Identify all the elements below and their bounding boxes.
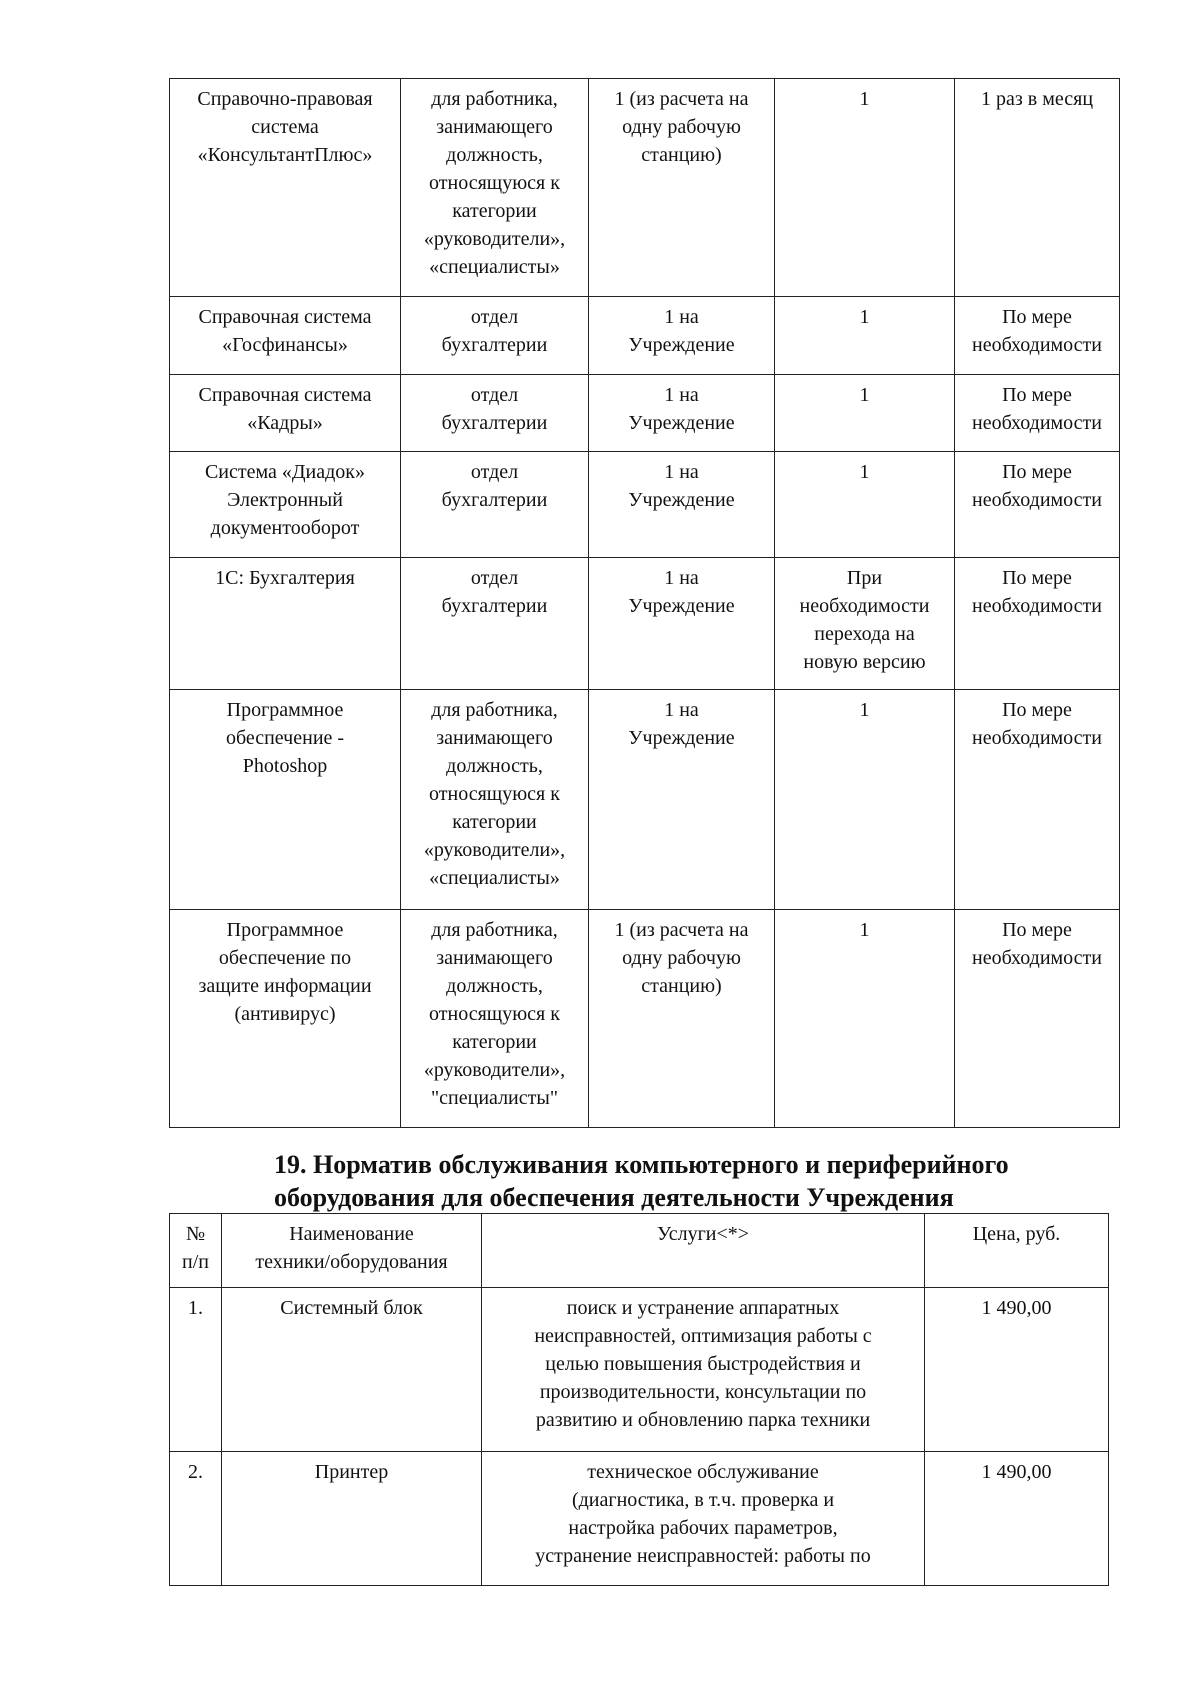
table-row <box>170 79 1120 297</box>
software-name-cell: Программное обеспечение по защите информации (антивирус) <box>170 910 401 1128</box>
quantity-cell: 1 (из расчета на одну рабочую станцию) <box>589 910 775 1128</box>
header-price: Цена, руб. <box>925 1214 1109 1288</box>
count-cell: При необходимости перехода на новую версию <box>775 558 955 690</box>
services-cell: техническое обслуживание (диагностика, в т.ч. проверка и настройка рабочих параметров, устранение неисправностей: работы по <box>482 1452 925 1586</box>
header-equipment: Наименование техники/оборудования <box>222 1214 482 1288</box>
service-table <box>169 1213 1109 1586</box>
period-cell: По мере необходимости <box>955 558 1120 690</box>
period-cell: По мере необходимости <box>955 910 1120 1128</box>
user-category-cell: для работника, занимающего должность, относящуюся к категории «руководители», «специалисты» <box>401 79 589 297</box>
count-cell: 1 <box>775 452 955 558</box>
user-category-cell: отдел бухгалтерии <box>401 375 589 452</box>
row-num: 2. <box>170 1452 222 1586</box>
user-category-cell: для работника, занимающего должность, относящуюся к категории «руководители», "специалисты" <box>401 910 589 1128</box>
period-cell: По мере необходимости <box>955 297 1120 375</box>
quantity-cell: 1 на Учреждение <box>589 452 775 558</box>
software-table <box>169 78 1120 1128</box>
header-num: № п/п <box>170 1214 222 1288</box>
software-name-cell: Справочная система «Кадры» <box>170 375 401 452</box>
price-cell: 1 490,00 <box>925 1452 1109 1586</box>
quantity-cell: 1 на Учреждение <box>589 558 775 690</box>
software-name-cell: Справочно-правовая система «КонсультантПлюс» <box>170 79 401 297</box>
count-cell: 1 <box>775 910 955 1128</box>
services-cell: поиск и устранение аппаратных неисправностей, оптимизация работы с целью повышения быстродействия и производительности, консультации по развитию и обновлению парка техники <box>482 1288 925 1452</box>
row-num: 1. <box>170 1288 222 1452</box>
user-category-cell: отдел бухгалтерии <box>401 297 589 375</box>
table-row <box>170 690 1120 910</box>
price-cell: 1 490,00 <box>925 1288 1109 1452</box>
table-row <box>170 910 1120 1128</box>
count-cell: 1 <box>775 375 955 452</box>
user-category-cell: для работника, занимающего должность, относящуюся к категории «руководители», «специалисты» <box>401 690 589 910</box>
user-category-cell: отдел бухгалтерии <box>401 452 589 558</box>
count-cell: 1 <box>775 690 955 910</box>
period-cell: По мере необходимости <box>955 690 1120 910</box>
software-name-cell: Программное обеспечение - Photoshop <box>170 690 401 910</box>
quantity-cell: 1 на Учреждение <box>589 375 775 452</box>
table-row <box>170 375 1120 452</box>
software-name-cell: Система «Диадок» Электронный документооборот <box>170 452 401 558</box>
section-heading <box>274 1148 1154 1214</box>
table-header-row <box>170 1214 1109 1288</box>
quantity-cell: 1 (из расчета на одну рабочую станцию) <box>589 79 775 297</box>
equipment-cell: Принтер <box>222 1452 482 1586</box>
period-cell: По мере необходимости <box>955 375 1120 452</box>
section-heading-line-1: 19. Норматив обслуживания компьютерного и периферийного <box>274 1150 1009 1179</box>
header-services: Услуги<*> <box>482 1214 925 1288</box>
quantity-cell: 1 на Учреждение <box>589 690 775 910</box>
count-cell: 1 <box>775 297 955 375</box>
table-row <box>170 1288 1109 1452</box>
table-row <box>170 452 1120 558</box>
table-row <box>170 297 1120 375</box>
section-heading-line-2: оборудования для обеспечения деятельности Учреждения <box>274 1183 954 1212</box>
quantity-cell: 1 на Учреждение <box>589 297 775 375</box>
equipment-cell: Системный блок <box>222 1288 482 1452</box>
period-cell: По мере необходимости <box>955 452 1120 558</box>
software-name-cell: 1С: Бухгалтерия <box>170 558 401 690</box>
user-category-cell: отдел бухгалтерии <box>401 558 589 690</box>
count-cell: 1 <box>775 79 955 297</box>
period-cell: 1 раз в месяц <box>955 79 1120 297</box>
software-name-cell: Справочная система «Госфинансы» <box>170 297 401 375</box>
table-row <box>170 1452 1109 1586</box>
table-row <box>170 558 1120 690</box>
